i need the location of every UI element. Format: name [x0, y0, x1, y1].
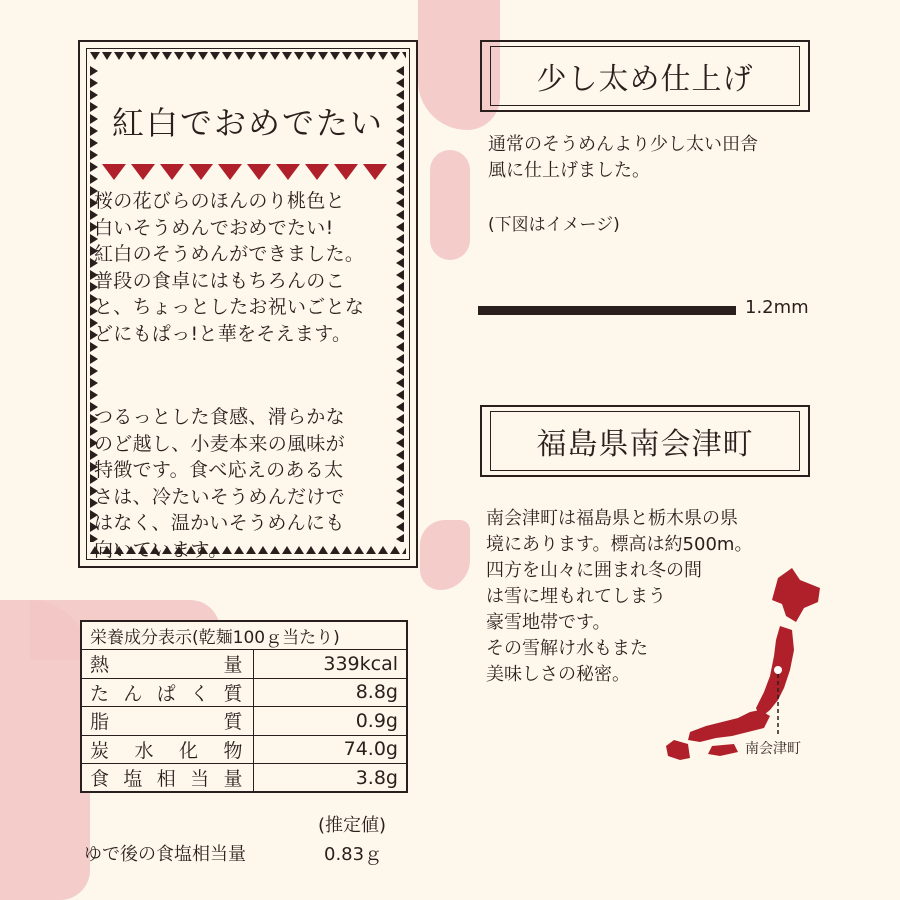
text-line: 通常のそうめんより少し太い田舎 — [488, 134, 758, 155]
nutrient-name: 脂質 — [81, 707, 253, 736]
frame-triangle-border-top — [90, 52, 406, 62]
map-location-label: 南会津町 — [745, 741, 801, 757]
estimate-note: (推定値) — [318, 815, 387, 836]
nutrient-value: 74.0g — [253, 735, 407, 764]
table-row — [81, 707, 407, 736]
text-line: 豪雪地帯です。 — [486, 612, 611, 633]
description-paragraph-2 — [94, 404, 398, 563]
table-row — [81, 764, 407, 793]
thickness-label: 1.2mm — [745, 297, 809, 318]
text-line: と、ちょっとしたお祝いごとな — [94, 296, 365, 318]
thickness-description — [488, 132, 828, 184]
boiled-salt-value: 0.83ｇ — [324, 844, 383, 865]
red-triangle-icon — [305, 164, 329, 180]
table-row — [81, 735, 407, 764]
text-line: さは、冷たいそうめんだけで — [94, 485, 345, 508]
nutrient-name: 熱量 — [81, 650, 253, 679]
text-line: 南会津町は福島県と栃木県の県 — [486, 508, 738, 529]
noodle-thickness-bar — [478, 306, 736, 315]
nutrient-value: 3.8g — [253, 764, 407, 793]
red-triangle-icon — [363, 164, 387, 180]
red-triangle-icon — [218, 164, 242, 180]
table-row — [81, 678, 407, 707]
japan-map-icon — [660, 560, 830, 760]
text-line: は雪に埋もれてしまう — [486, 586, 666, 607]
text-line: はなく、温かいそうめんにも — [94, 512, 345, 534]
section-header-thickness — [480, 40, 810, 112]
text-line: その雪解け水もまた — [486, 638, 648, 659]
red-triangle-icon — [189, 164, 213, 180]
nutrient-value: 0.9g — [253, 707, 407, 736]
red-triangle-icon — [276, 164, 300, 180]
red-triangle-icon — [160, 164, 184, 180]
nutrient-value: 8.8g — [253, 678, 407, 707]
location-marker-icon — [774, 666, 782, 674]
text-line: 美味しさの秘密。 — [486, 664, 630, 685]
red-triangle-icon — [131, 164, 155, 180]
text-line: 境にあります。標高は約500m。 — [486, 534, 753, 555]
text-line: 風に仕上げました。 — [488, 160, 650, 181]
description-paragraph-1 — [94, 188, 398, 347]
boiled-salt-row — [84, 840, 383, 866]
red-triangle-icon — [247, 164, 271, 180]
decorative-pink-blob — [420, 520, 470, 590]
text-line: 桜の花びらのほんのり桃色と — [94, 190, 345, 212]
nutrition-table-header: 栄養成分表示(乾麺100ｇ当たり) — [81, 621, 407, 650]
boiled-salt-label: ゆで後の食塩相当量 — [84, 844, 246, 865]
red-triangle-divider — [102, 164, 392, 182]
panel-title: 紅白でおめでたい — [111, 104, 384, 142]
section-title: 福島県南会津町 — [536, 427, 754, 462]
text-line: 四方を山々に囲まれ冬の間 — [486, 560, 702, 581]
red-triangle-icon — [102, 164, 126, 180]
nutrient-name: 炭水化物 — [81, 735, 253, 764]
text-line: 特徴です。食べ応えのある太 — [94, 459, 344, 481]
text-line: どにもぱっ!と華をそえます。 — [94, 322, 352, 345]
description-panel — [78, 40, 418, 568]
text-line: のど越し、小麦本来の風味が — [94, 432, 345, 455]
text-line: つるっとした食感、滑らかな — [94, 406, 345, 428]
nutrient-name: たんぱく質 — [81, 678, 253, 707]
red-triangle-icon — [334, 164, 358, 180]
table-row — [81, 650, 407, 679]
decorative-pink-blob — [430, 150, 470, 260]
image-note: (下図はイメージ) — [488, 215, 620, 235]
text-line: 向いています。 — [94, 538, 228, 561]
section-title: 少し太め仕上げ — [536, 62, 754, 97]
text-line: 白いそうめんでおめでたい! — [94, 216, 334, 239]
table-header-row — [81, 621, 407, 650]
text-line: 普段の食卓にはもちろんのこ — [94, 269, 345, 292]
nutrient-value: 339kcal — [253, 650, 407, 679]
section-header-origin — [480, 405, 810, 477]
text-line: 紅白のそうめんができました。 — [94, 243, 365, 265]
nutrient-name: 食塩相当量 — [81, 764, 253, 793]
nutrition-table — [80, 620, 408, 793]
